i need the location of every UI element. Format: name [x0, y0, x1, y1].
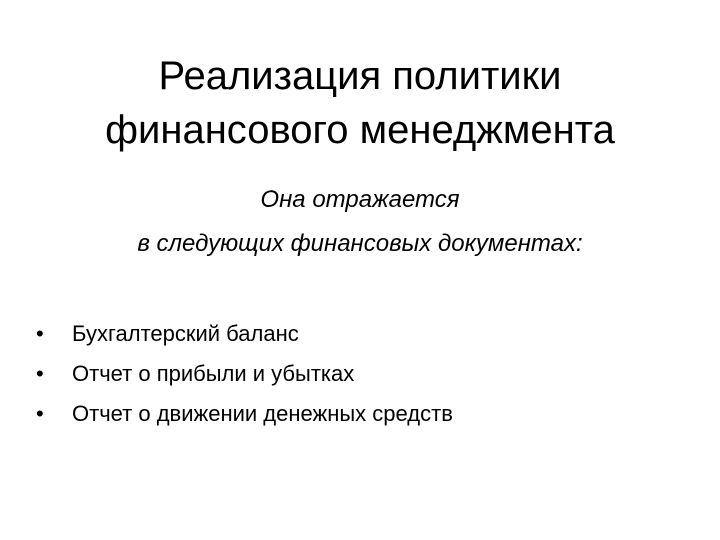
bullet-list: [30, 314, 690, 434]
title-line: Реализация политики: [158, 53, 562, 98]
bullet-item: [30, 354, 690, 394]
title-line: финансового менеджмента: [105, 107, 615, 152]
slide-subtitle: [0, 178, 720, 266]
bullet-item: [30, 314, 690, 354]
bullet-item: [30, 394, 690, 434]
bullet-icon: •: [36, 401, 44, 426]
subtitle-line: в следующих финансовых документах:: [137, 230, 583, 257]
bullet-text: Отчет о прибыли и убытках: [72, 361, 355, 386]
bullet-icon: •: [36, 321, 44, 346]
bullet-icon: •: [36, 361, 44, 386]
bullet-text: Бухгалтерский баланс: [72, 321, 299, 346]
slide-title: [0, 49, 720, 157]
subtitle-line: Она отражается: [260, 186, 460, 213]
bullet-text: Отчет о движении денежных средств: [72, 401, 453, 426]
